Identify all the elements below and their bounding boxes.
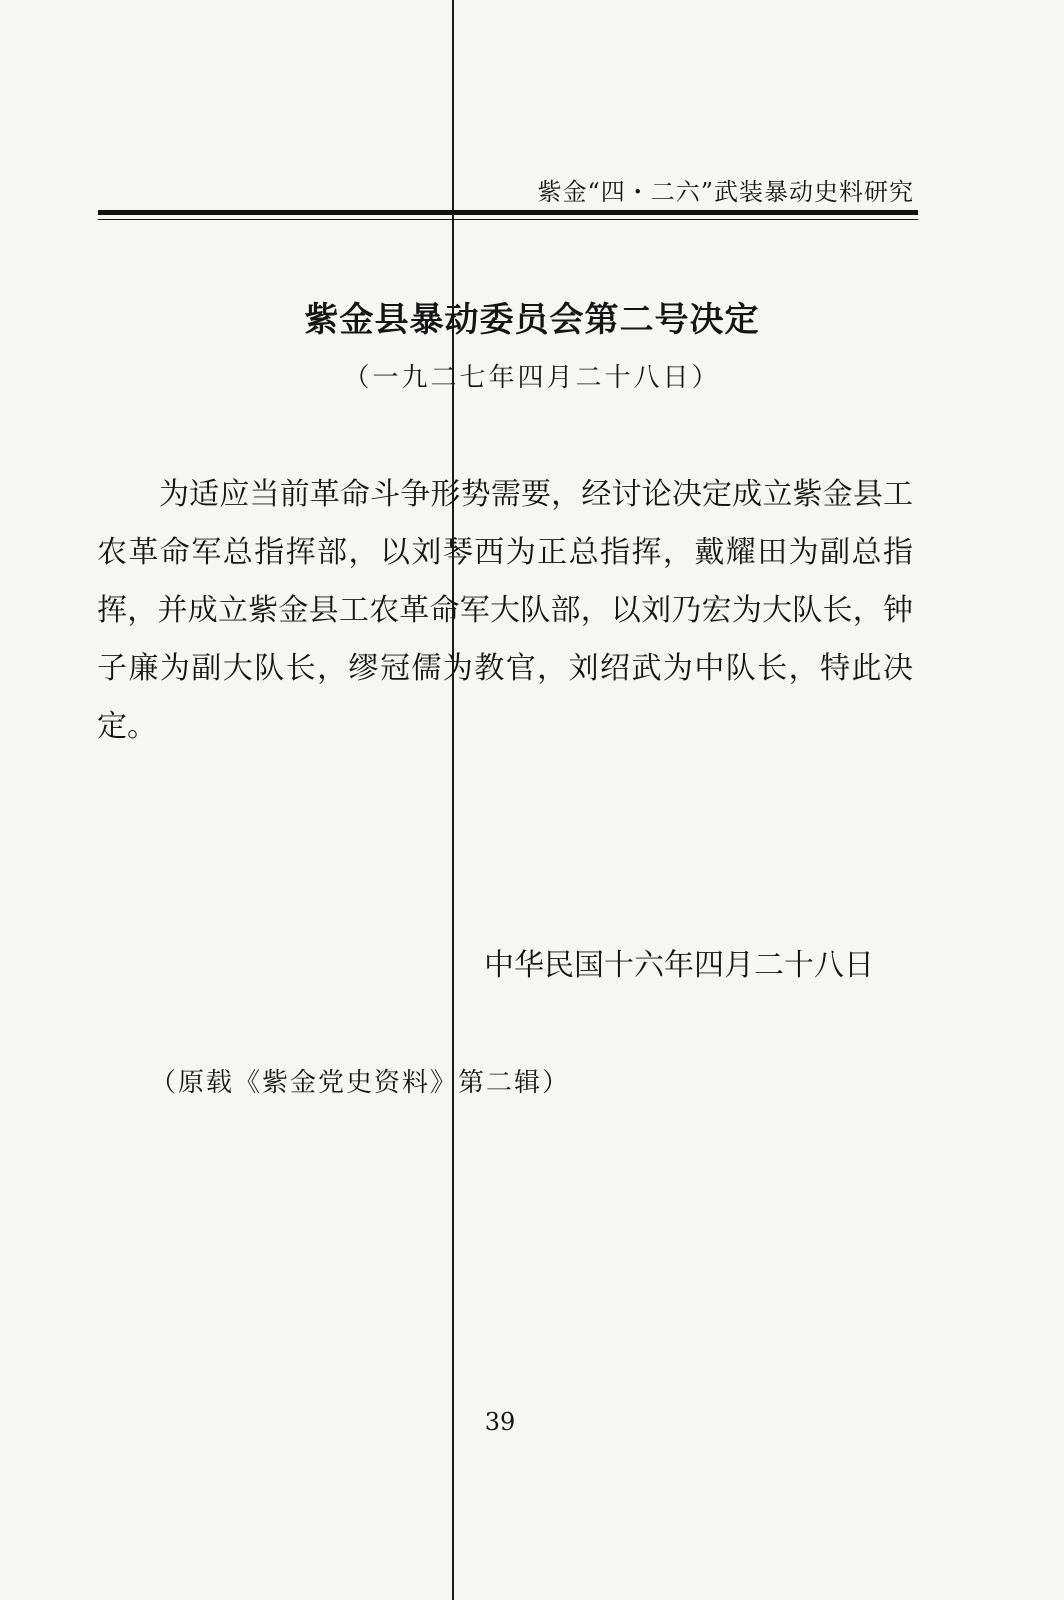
header-rule-thick [98,210,918,215]
header-rule-thin [98,219,918,220]
book-spine-line [452,0,454,1600]
document-date-subtitle: （一九二七年四月二十八日） [343,363,721,393]
document-body-paragraph: 为适应当前革命斗争形势需要，经讨论决定成立紫金县工农革命军总指挥部，以刘琴西为正总指挥，戴耀田为副总指挥，并成立紫金县工农革命军大队部，以刘乃宏为大队长，钟子廉为副大队长，缪冠儒为教官，刘绍武为中队长，特此决定。 [97,477,913,744]
signature-date: 中华民国十六年四月二十八日 [484,948,874,983]
document-title: 紫金县暴动委员会第二号决定 [304,300,760,340]
source-note: （原载《紫金党史资料》第二辑） [150,1068,571,1098]
running-header: 紫金“四・二六”武装暴动史料研究 [537,178,914,206]
page-number: 39 [484,1408,516,1436]
